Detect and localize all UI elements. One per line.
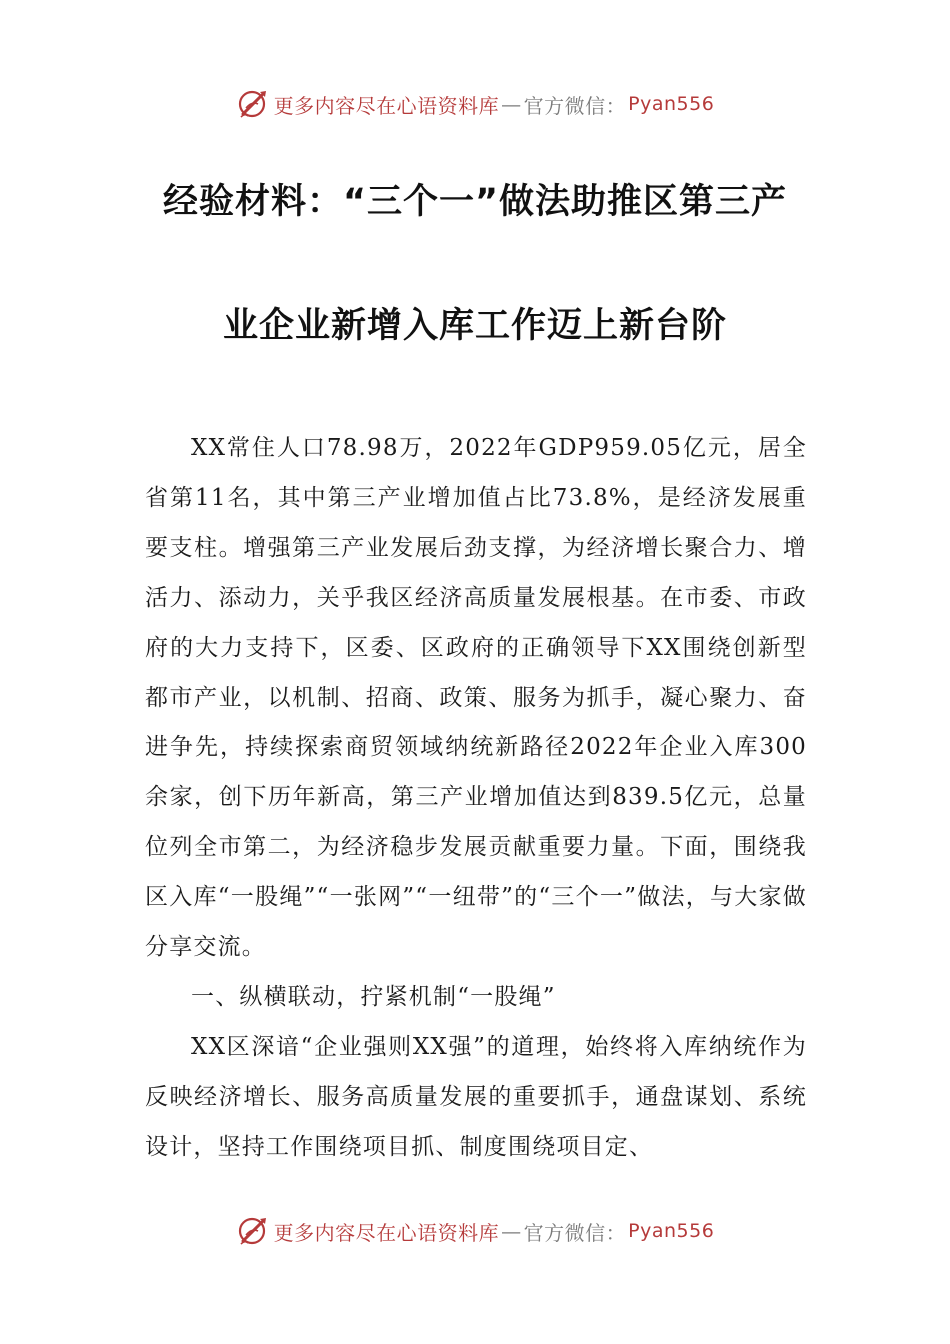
watermark-header (0, 84, 950, 124)
document-body (145, 424, 807, 1173)
watermark-dash: — (501, 92, 522, 116)
paragraph-section-1: XX区深谙“企业强则XX强”的道理，始终将入库纳统作为反映经济增长、服务高质量发展的重要抓手，通盘谋划、系统设计，坚持工作围绕项目抓、制度围绕项目定、 (145, 1033, 807, 1160)
watermark-wechat-id: Pyan556 (628, 1220, 715, 1242)
paragraph-intro: XX常住人口78.98万，2022年GDP959.05亿元，居全省第11名，其中第三产业增加值占比73.8%，是经济发展重要支柱。增强第三产业发展后劲支撑，为经济增长聚合力、增活力、添动力，关乎我区经济高质量发展根基。在市委、市政府的大力支持下，区委、区政府的正确领导下XX围绕创新型都市产业，以机制、招商、政策、服务为抓手，凝心聚力、奋进争先，持续探索商贸领域纳统新路径2022年企业入库300余家，创下历年新高，第三产业增加值达到839.5亿元，总量位列全市第二，为经济稳步发展贡献重要力量。下面，围绕我区入库“一股绳”“一张网”“一纽带”的“三个一”做法，与大家做分享交流。 (145, 435, 807, 961)
pen-seal-icon (236, 87, 270, 121)
document-title-line-1: 经验材料：“三个一”做法助推区第三产 (162, 182, 787, 222)
watermark-footer (0, 1211, 950, 1251)
pen-seal-icon (236, 1214, 270, 1248)
watermark-main-text: 更多内容尽在心语资料库 (273, 1220, 500, 1245)
watermark-sub-text: 官方微信： (523, 1220, 627, 1245)
watermark-wechat-id: Pyan556 (628, 93, 715, 115)
section-heading-1: 一、纵横联动，拧紧机制“一股绳” (191, 983, 556, 1010)
watermark-sub-text: 官方微信： (523, 93, 627, 118)
document-title-line-2: 业企业新增入库工作迈上新台阶 (222, 306, 727, 346)
watermark-main-text: 更多内容尽在心语资料库 (273, 93, 500, 118)
watermark-dash: — (501, 1219, 522, 1243)
